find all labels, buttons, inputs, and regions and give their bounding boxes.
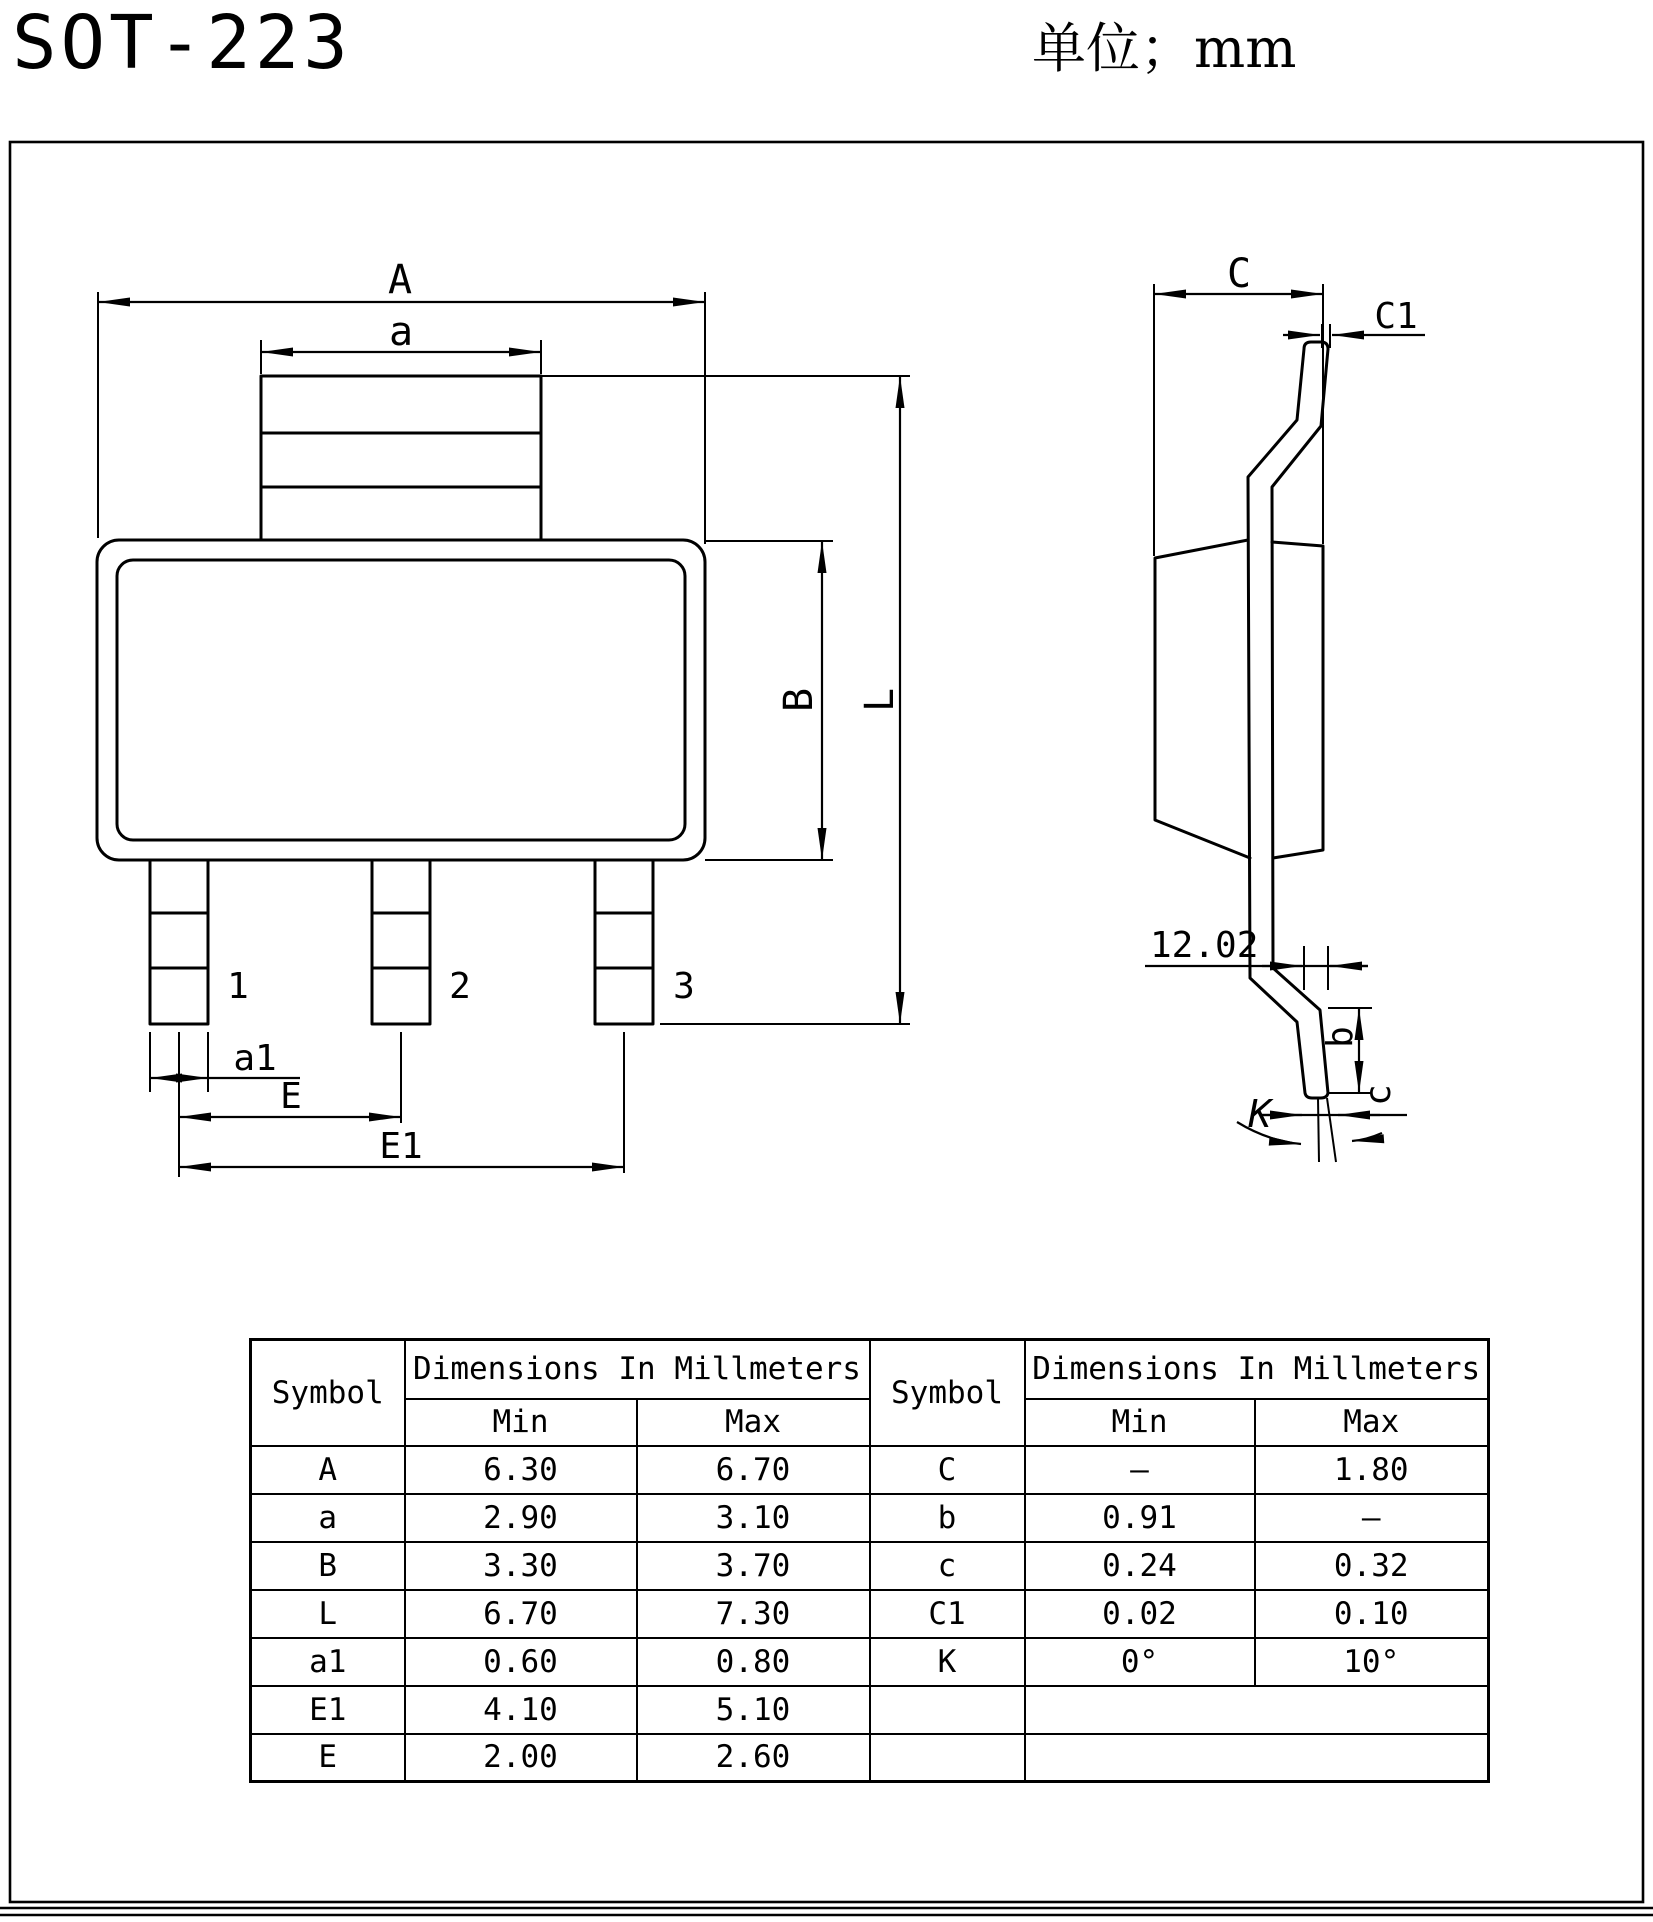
table-row [251, 1542, 1489, 1590]
cell-min: 0.60 [405, 1638, 637, 1686]
front-view [97, 257, 910, 1177]
table-row [251, 1734, 1489, 1782]
cell-max: 7.30 [637, 1590, 870, 1638]
pin-3-outline [595, 860, 653, 1024]
cell-min: 2.90 [405, 1494, 637, 1542]
cell-min: 6.30 [405, 1446, 637, 1494]
cell-symbol: A [251, 1446, 405, 1494]
cell-max: 2.60 [637, 1734, 870, 1782]
pin-2-outline [372, 860, 430, 1024]
cell-min: 0° [1025, 1638, 1255, 1686]
dimension-12-02 [1145, 925, 1368, 990]
pin-3-label: 3 [673, 966, 695, 1007]
package-body-inner-outline [117, 560, 685, 840]
header-dimensions-left: Dimensions In Millmeters [405, 1340, 870, 1399]
cell-min: 6.70 [405, 1590, 637, 1638]
dim-label-b: b [1320, 1026, 1361, 1048]
k-ref-line-vertical [1318, 1098, 1319, 1162]
cell-max: 0.32 [1255, 1542, 1489, 1590]
side-body-left [1155, 540, 1250, 858]
dim-label-C: C [1226, 251, 1252, 297]
dim-label-K: K [1248, 1092, 1272, 1136]
header-symbol-right: Symbol [870, 1340, 1025, 1447]
dim-label-E: E [280, 1076, 302, 1117]
k-ref-line-tilted [1327, 1098, 1336, 1162]
bottom-border-lines [0, 1908, 1653, 1915]
cell-symbol [870, 1734, 1025, 1782]
header-max-right: Max [1255, 1399, 1489, 1447]
dim-label-c: c [1358, 1084, 1399, 1106]
cell-symbol: c [870, 1542, 1025, 1590]
dimension-a1 [150, 1032, 300, 1177]
tab-outline [261, 376, 541, 540]
side-body-right [1272, 542, 1323, 858]
cell-max: 5.10 [637, 1686, 870, 1734]
cell-min: 2.00 [405, 1734, 637, 1782]
table-row [251, 1494, 1489, 1542]
cell-min: 3.30 [405, 1542, 637, 1590]
cell-min: – [1025, 1446, 1255, 1494]
dim-label-C1: C1 [1374, 296, 1418, 337]
dimension-C1 [1283, 296, 1425, 348]
cell-symbol: E1 [251, 1686, 405, 1734]
cell-max: 0.10 [1255, 1590, 1489, 1638]
cell-max: 3.70 [637, 1542, 870, 1590]
table-row [251, 1686, 1489, 1734]
cell-symbol: C [870, 1446, 1025, 1494]
cell-symbol: K [870, 1638, 1025, 1686]
cell-max: 10° [1255, 1638, 1489, 1686]
dim-label-12-02: 12.02 [1150, 925, 1259, 966]
table-row [251, 1446, 1489, 1494]
cell-max: 3.10 [637, 1494, 870, 1542]
pin-1-label: 1 [227, 966, 249, 1007]
dim-label-a1: a1 [233, 1038, 277, 1079]
dimension-L [857, 376, 903, 1024]
header-max-left: Max [637, 1399, 870, 1447]
side-view [1145, 251, 1425, 1162]
unit-label: 单位；mm [1032, 17, 1297, 80]
pin-2-label: 2 [449, 966, 471, 1007]
header-min-left: Min [405, 1399, 637, 1447]
cell-symbol: B [251, 1542, 405, 1590]
header-min-right: Min [1025, 1399, 1255, 1447]
cell-min: 4.10 [405, 1686, 637, 1734]
header-symbol-left: Symbol [251, 1340, 405, 1447]
cell-symbol: b [870, 1494, 1025, 1542]
cell-symbol: a1 [251, 1638, 405, 1686]
dimension-A [98, 257, 705, 544]
table-row [251, 1638, 1489, 1686]
cell-min: 0.91 [1025, 1494, 1255, 1542]
dim-label-a: a [388, 309, 414, 355]
dim-label-L: L [857, 687, 903, 713]
cell-symbol: L [251, 1590, 405, 1638]
cell-max: 0.80 [637, 1638, 870, 1686]
dimension-B [776, 541, 822, 860]
header-dimensions-right: Dimensions In Millmeters [1025, 1340, 1489, 1399]
lead-profile-outline [1248, 342, 1328, 1098]
cell-symbol: E [251, 1734, 405, 1782]
dim-label-B: B [776, 687, 822, 713]
cell-symbol: C1 [870, 1590, 1025, 1638]
package-body-outline [97, 540, 705, 860]
cell-symbol [870, 1686, 1025, 1734]
cell-empty [1025, 1734, 1489, 1782]
cell-min: 0.02 [1025, 1590, 1255, 1638]
dimension-table [249, 1338, 1490, 1783]
pin-1-outline [150, 860, 208, 1024]
page-title: SOT-223 [12, 0, 352, 86]
dim-label-E1: E1 [379, 1126, 423, 1167]
cell-max: – [1255, 1494, 1489, 1542]
table-header-row [251, 1340, 1489, 1399]
cell-max: 6.70 [637, 1446, 870, 1494]
cell-symbol: a [251, 1494, 405, 1542]
cell-max: 1.80 [1255, 1446, 1489, 1494]
table-row [251, 1590, 1489, 1638]
dimension-a [261, 309, 541, 374]
cell-empty [1025, 1686, 1489, 1734]
cell-min: 0.24 [1025, 1542, 1255, 1590]
dim-label-A: A [387, 257, 413, 303]
